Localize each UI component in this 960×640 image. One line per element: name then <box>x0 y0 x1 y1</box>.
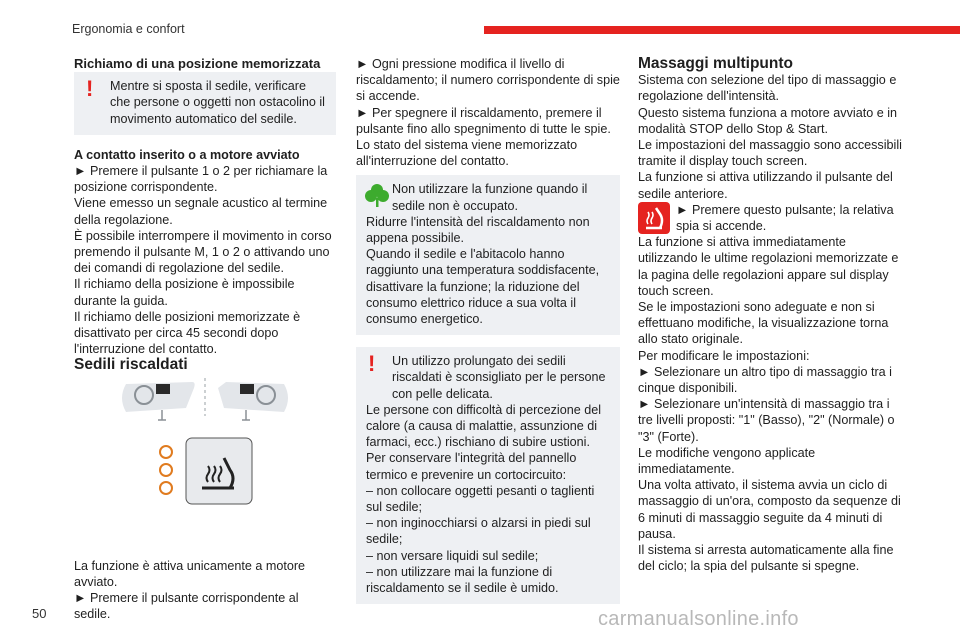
massage-button-icon <box>638 202 670 234</box>
warning-text: Mentre si sposta il sedile, verificare che persone o oggetti non ostacolino il movimento automatico del sedile. <box>110 79 325 126</box>
eco-text: Non utilizzare la funzione quando il sedile non è occupato. <box>392 182 588 213</box>
column-1 <box>74 56 336 622</box>
paragraph: ► Ogni pressione modifica il livello di riscaldamento; il numero corrispondente di spie si accende. <box>356 57 620 104</box>
left-seat-icon <box>122 382 195 420</box>
paragraph: È possibile interrompere il movimento in corso premendo il pulsante M, 1 o 2 o attivando uno dei comandi di regolazione del sedile. <box>74 228 332 276</box>
warning-text: Le persone con difficoltà di percezione del calore (a causa di malattie, assunzione di farmaci, ecc.) rischiano di subire ustioni. <box>366 402 602 450</box>
warning-box-1 <box>74 72 336 135</box>
eco-notice-box <box>356 175 620 335</box>
warning-text: – non versare liquidi sul sedile; <box>366 548 539 563</box>
right-seat-icon <box>218 382 288 420</box>
warning-text: – non collocare oggetti pesanti o taglienti sul sedile; <box>366 483 595 515</box>
warning-text: – non inginocchiarsi o alzarsi in piedi sul sedile; <box>366 516 591 547</box>
eco-text: Quando il sedile e l'abitacolo hanno raggiunto una temperatura soddisfacente, disattivare la funzione; la riduzione del consumo elettrico riduce a sua volta il consumo energetico. <box>366 247 600 327</box>
header-title: Ergonomia e confort <box>72 22 185 36</box>
header-accent-bar <box>484 26 960 34</box>
paragraph: Le modifiche vengono applicate immediatamente. <box>638 445 816 477</box>
indicator-lamps <box>160 446 172 494</box>
paragraph: Il richiamo delle posizioni memorizzate è disattivato per circa 45 secondi dopo l'interruzione del contatto. <box>74 309 301 357</box>
warning-text: Per conservare l'integrità del pannello termico e prevenire un cortocircuito: <box>366 451 577 482</box>
seat-diagram-icon <box>74 378 336 548</box>
massage-button-row <box>638 202 904 234</box>
section-title-massage: Massaggi multipunto <box>638 55 793 72</box>
warning-text: – non utilizzare mai la funzione di riscaldamento se il sedile è umido. <box>366 564 559 596</box>
eco-leaf-icon <box>364 182 390 212</box>
paragraph: Viene emesso un segnale acustico al termine della regolazione. <box>74 196 328 227</box>
column-3 <box>638 56 904 575</box>
watermark: carmanualsonline.info <box>598 608 799 630</box>
paragraph: La funzione è attiva unicamente a motore avviato. <box>74 558 306 589</box>
subheading-ignition: A contatto inserito o a motore avviato <box>74 147 300 162</box>
paragraph: Se le impostazioni sono adeguate e non si effettuano modifiche, la visualizzazione torna allo stato originale. <box>638 300 889 347</box>
paragraph: ► Premere il pulsante corrispondente al sedile. <box>74 591 299 622</box>
paragraph: Per modificare le impostazioni: <box>638 348 810 363</box>
paragraph: La funzione si attiva immediatamente utilizzando le ultime regolazioni memorizzate e la pagina delle regolazioni appare sul display touch screen. <box>638 235 899 298</box>
page-number: 50 <box>32 606 47 621</box>
heated-seat-button-icon <box>186 438 252 504</box>
paragraph: Il sistema si arresta automaticamente alla fine del ciclo; la spia del pulsante si spegne. <box>638 543 894 574</box>
paragraph: ► Premere questo pulsante; la relativa spia si accende. <box>676 202 894 234</box>
paragraph: Questo sistema funziona a motore avviato e in modalità STOP dello Stop & Start. <box>638 105 898 136</box>
section-heading-recall: Richiamo di una posizione memorizzata <box>74 56 321 71</box>
warning-box-2 <box>356 347 620 604</box>
eco-text: Ridurre l'intensità del riscaldamento non appena possibile. <box>366 214 590 246</box>
paragraph: La funzione si attiva utilizzando il pulsante del sedile anteriore. <box>638 170 893 201</box>
paragraph: Le impostazioni del massaggio sono accessibili tramite il display touch screen. <box>638 138 902 169</box>
heated-seat-illustration <box>74 378 336 548</box>
paragraph: Sistema con selezione del tipo di massaggio e regolazione dell'intensità. <box>638 73 897 104</box>
paragraph: Una volta attivato, il sistema avvia un ciclo di massaggio di un'ora, composto da sequenze di 6 minuti di massaggio seguite da 4 minuti di pausa. <box>638 478 901 541</box>
warning-icon: ! <box>368 351 376 377</box>
paragraph: Lo stato del sistema viene memorizzato all'interruzione del contatto. <box>356 138 578 169</box>
paragraph: ► Premere il pulsante 1 o 2 per richiamare la posizione corrispondente. <box>74 164 328 195</box>
paragraph: ► Selezionare un'intensità di massaggio tra i tre livelli proposti: "1" (Basso), "2" (Normale) o "3" (Forte). <box>638 397 895 444</box>
paragraph: ► Per spegnere il riscaldamento, premere il pulsante fino allo spegnimento di tutte le spie. <box>356 105 611 136</box>
section-title-heated-seats: Sedili riscaldati <box>74 356 188 374</box>
column-2 <box>356 56 620 616</box>
paragraph: Il richiamo della posizione è impossibile durante la guida. <box>74 277 295 308</box>
warning-text: Un utilizzo prolungato dei sedili riscaldati è sconsigliato per le persone con pelle delicata. <box>392 354 606 401</box>
paragraph: ► Selezionare un altro tipo di massaggio tra i cinque disponibili. <box>638 364 892 396</box>
warning-icon: ! <box>86 76 94 102</box>
